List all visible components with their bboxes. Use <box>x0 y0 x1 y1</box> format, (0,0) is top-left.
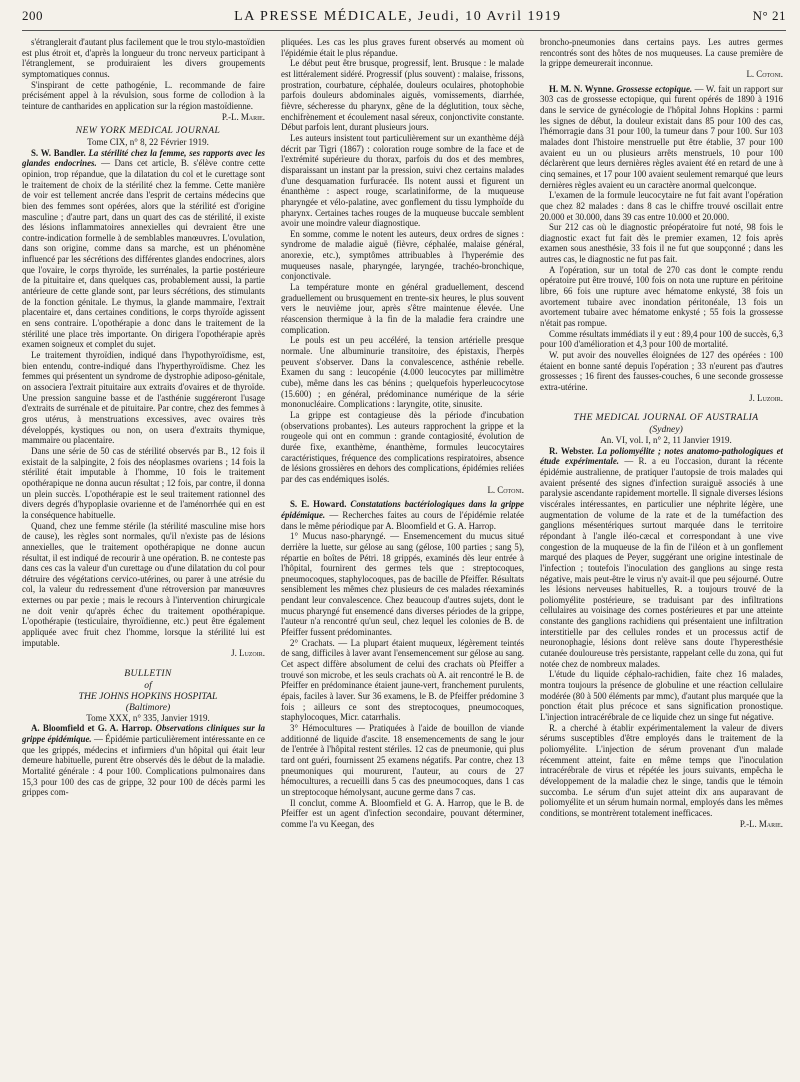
article-author: A. Bloomfield et G. A. Harrop. <box>31 723 153 734</box>
journal-heading-line: (Sydney) <box>649 423 683 435</box>
signature: P.-L. Marie. <box>739 818 783 829</box>
article-body: — W. fait un rapport sur 303 cas de grossesse ectopique, qui furent opérés de 1890 à 1916 dans le service de gynécologie de l'hôpital Johns Hopkins : parmi les signes de début, la douleur existait dans 85 pour 100 des cas, l'hémorragie dans 31 pour 100, la tumeur dans 7 pour 100. Sur 103 malades dont l'histoire menstruelle put être établie, 37 pour 100 avaient eu un ou plusieurs arrêts menstruels, 10 pour 100 déclarèrent que leurs dernières règles avaient été en retard de une à cinq semaines, et 17 pour 100 avaient seulement remarqué que leurs dernières règles avaient eu un caractère anormal quelconque. <box>540 83 783 190</box>
article <box>22 148 265 350</box>
paragraph: Quand, chez une femme stérile (la stérilité masculine mise hors de cause), les règles sont normales, qu'il n'existe pas de lésions annexielles, que le traitement opothérapique ne donne aucun résultat, il est indiqué de recourir à une opération. B. ne conteste pas dans ces cas la valeur d'un curettage ou d'une dilatation du col pour détruire des végétations cervico-utérines, ou parer à une atrésie du col, la valeur du redressement d'une rétroversion par manœuvres externes ou par pexie ; mais le recours à l'intervention chirurgicale ne doit venir qu'après échec du traitement opothérapique. L'opothérapie (testiculaire, thyroïdienne, etc.) peut être également appliquée avec fruit chez l'homme, lorsque la stérilité lui est imputable. <box>22 520 265 648</box>
paragraph: Il conclut, comme A. Bloomfield et G. A. Harrop, que le B. de Pfeiffer est un agent d'infection secondaire, pouvant déterminer, comme l'a vu Keegan, des <box>281 797 524 829</box>
column-2 <box>281 37 524 1079</box>
paragraph: broncho-pneumonies dans certains pays. Les autres germes rencontrés sont des hôtes de nos muqueuses. La cause première de la grippe demeurerait inconnue. <box>540 37 783 69</box>
paragraph: L'étude du liquide céphalo-rachidien, faite chez 16 malades, montra toujours la présence de globuline et une réaction cellulaire modérée (80 à 500 éléments par mmc), d'autant plus marquée que la ponction était plus précoce et sans signification pronostique. L'injection intracérébrale de ce liquide chez un singe fut négative. <box>540 669 783 723</box>
paragraph: Le pouls est un peu accéléré, la tension artérielle presque normale. Une albuminurie transitoire, des épistaxis, l'herpès peuvent s'observer. Dans la convalescence, asthénie rebelle. Examen du sang : leucopénie (4.000 leucocytes par millimètre cube), même dans les cas bénins ; quelquefois hyperleucocytose (15.600) ; en général, prédominance numérique de la série mononucléaire. Complications : laryngite, otite, sinusite. <box>281 335 524 410</box>
paragraph: W. put avoir des nouvelles éloignées de 127 des opérées : 100 étaient en bonne santé depuis l'opération ; 33 n'eurent pas d'autres grossesses ; 16 firent des fausses-couches, 6 une seconde grossesse extra-utérine. <box>540 350 783 392</box>
paragraph: Les auteurs insistent tout particulièrement sur un exanthème déjà décrit par Tigri (1867) : coloration rouge sombre de la face et de l'extrémité supérieure du thorax, parfois du dos et des membres, disparaissant un instant par la pression, suivi chez certains malades d'une desquamation furfuracée. Ils notent aussi et figurent un énanthème : aspect rouge, scarlatiniforme, de la muqueuse pharyngée et vélo-palatine, avec gonflement du tissu lymphoïde du pharynx. Certaines taches rouges de la muqueuse buccale semblent avoir une moindre valeur diagnostique. <box>281 132 524 229</box>
signature: L. Cotoni. <box>746 68 783 79</box>
article-body: — Recherches faites au cours de l'épidémie relatée dans le même périodique par A. Bloomfield et G. A. Harrop. <box>281 509 524 531</box>
journal-heading: BULLETIN <box>124 668 172 680</box>
column-1 <box>22 37 265 1079</box>
paragraph: Dans une série de 50 cas de stérilité observés par B., 12 fois il existait de la salpingite, 2 fois des néoplasmes ovariens ; 14 fois la stérilité était imputable à l'homme, 10 fois le traitement opothérapique ne donna aucun résultat ; 12 fois, par contre, il donna un plein succès. L'opothérapie est le seul traitement rationnel des divers degrés d'hypoplasie ovarienne et de l'aménorrhée qui en est la conséquence habituelle. <box>22 445 265 520</box>
page-header <box>22 8 786 31</box>
article-body: — R. a eu l'occasion, durant la récente épidémie australienne, de pratiquer l'autopsie de trois malades qui avaient présenté des signes d'infection suraiguë associés à une paralysie ascendante rapidement mortelle. Il signale diverses lésions viscérales intéressantes, en particulier une néphrite légère, une augmentation de volume de la rate et de la tuméfaction des ganglions mésentériques surtout marquée dans le territoire répondant à l'angle iléo-cæcal et correspondant à une vive congestion de la muqueuse de la fin de l'iléon et à un gonflement marqué des plaques de Peyer, suggérant une origine intestinale de l'infection ; toutefois l'inoculation des ganglions au singe resta négative, mais peut-être le virus n'y avait-il que peu séjourné. Outre les lésions nerveuses habituelles, R. a toujours trouvé de la poliomyélite postérieure, se traduisant par des infiltrations cellulaires au voisinage des cornes postérieures et par une atteinte constante des ganglions rachidiens qui présentaient une infiltration interstitielle par des cellules rondes et un processus actif de neuronophagie, lésions dont relève sans doute l'hyperesthésie cutanée douloureuse très persistante, rappelant celle du zona, qui fut notée chez de nombreux malades. <box>540 456 783 669</box>
article-title: Constatations bactériologiques dans la grippe épidémique. <box>281 499 524 520</box>
signature: J. Luzoir. <box>231 648 265 659</box>
article-title: La poliomyélite ; notes anatomo-pathologiques et étude expérimentale. <box>540 445 783 467</box>
journal-heading-line: THE JOHNS HOPKINS HOSPITAL <box>78 690 218 702</box>
article <box>281 499 524 531</box>
journal-issue-line: Tome CIX, n° 8, 22 Février 1919. <box>87 136 209 147</box>
journal-heading: NEW YORK MEDICAL JOURNAL <box>75 125 221 137</box>
paragraph: s'étranglerait d'autant plus facilement que le trou stylo-mastoïdien est plus étroit et, d'après la longueur du tronc nerveux participant à l'étranglement, se produiraient les divers groupements symptomatiques connus. <box>22 37 265 79</box>
paragraph: La température monte en général graduellement, descend graduellement ou brusquement en trente-six heures, le plus souvent vers le neuvième jour, après s'être maintenue élevée. Une réascension thermique à la fin de la maladie fera craindre une complication. <box>281 282 524 335</box>
paragraph: R. a cherché à établir expérimentalement la valeur de divers sérums susceptibles d'être employés dans le traitement de la poliomyélite. L'injection de sérum provenant d'un malade récemment atteint, faite en même temps que l'inoculation intracérébrale de virus et répétée les jours suivants, empêcha le développement de la maladie chez le singe, tandis que le témoin succomba. Le sérum d'un sujet atteint dix ans auparavant de poliomyélite et un sérum humain normal, employés dans les mêmes conditions, se montrèrent totalement inefficaces. <box>540 722 783 818</box>
journal-heading: THE MEDICAL JOURNAL OF AUSTRALIA <box>573 412 759 424</box>
paragraph: En somme, comme le notent les auteurs, deux ordres de signes : syndrome de maladie aiguë (fièvre, céphalée, malaise général, anorexie, etc.), symptômes attribuables à l'hyperémie des muqueuses nasale, pharyngée, laryngée, trachéo-bronchique, conjonctivale. <box>281 228 524 282</box>
paragraph: L'examen de la formule leucocytaire ne fut fait avant l'opération que chez 82 malades : dans 8 cas le chiffre trouvé oscillait entre 20.000 et 30.000, dans 39 cas entre 10.000 et 20.000. <box>540 190 783 222</box>
paragraph: Le traitement thyroïdien, indiqué dans l'hypothyroïdisme, est, bien entendu, contre-indiqué dans l'hyperthyroïdisme. Chez les femmes qui présentent un syndrome de dystrophie adiposo-génitale, on associera l'extrait pituitaire aux extraits d'ovaires et de thyroïde. Une pression sanguine basse et de l'asthénie suggéreront l'usage d'extraits de surrénale et de pituitaire. Par contre, chez des femmes à gros utérus, à menstruations excessives, avec ovaires très développés, kystiques ou non, on usera d'extraits thymique, mammaire ou placentaire. <box>22 350 265 446</box>
signature: P.-L. Marie. <box>221 111 265 122</box>
paragraph: La grippe est contagieuse dès la période d'incubation (observations probantes). Les auteurs rapprochent la grippe et la rougeole qui ont en commun : grande contagiosité, évolution de durée fixe, exanthème, énanthème, formules leucocytaires caractéristiques, fréquence des complications respiratoires, absence de lésions grossières en dehors des complications, épidémies reliées par des cas endémiques isolés. <box>281 409 524 484</box>
article-title: La stérilité chez la femme, ses rapports avec les glandes endocrines. <box>22 147 265 169</box>
paragraph: Comme résultats immédiats il y eut : 89,4 pour 100 de succès, 6,3 pour 100 d'amélioration et 4,3 pour 100 de mortalité. <box>540 328 783 350</box>
signature: L. Cotoni. <box>487 484 524 495</box>
article-author: S. W. Bandler. <box>31 147 86 158</box>
journal-issue-line: An. VI, vol. I, n° 2, 11 Janvier 1919. <box>600 434 732 445</box>
column-3 <box>540 37 783 1079</box>
article-title: Grossesse ectopique. <box>616 83 693 94</box>
article-author: R. Webster. <box>549 445 594 456</box>
article <box>540 446 783 670</box>
paragraph: A l'opération, sur un total de 270 cas dont le compte rendu opératoire put être trouvé, 100 fois on nota une rupture en péritoine libre, 66 fois une rupture avec hématome enkysté, 38 fois un avortement tubaire avec inondation péritonéale, 13 fois un avortement tubaire avec hématome enkysté ; 55 fois la grossesse n'était pas rompue. <box>540 264 783 329</box>
issue-number: N° 21 <box>752 8 786 23</box>
paragraph: Le début peut être brusque, progressif, lent. Brusque : le malade est littéralement sidéré. Progressif (plus souvent) : malaise, frissons, prostration, courbature, céphalée, douleurs oculaires, photophobie parfois douleurs abdominales aiguës, vomissements, diarrhée, fièvre, sécheresse du pharynx, gêne de la déglutition, toux sèche, enchifrènement et écoulement nasal séreux, conjonctivite constante. Début parfois lent, durant plusieurs jours. <box>281 58 524 133</box>
signature: J. Luzoir. <box>749 392 783 403</box>
journal-heading-line: (Baltimore) <box>125 701 171 713</box>
article-author: H. M. N. Wynne. <box>549 83 614 94</box>
page-number: 200 <box>22 8 43 23</box>
columns <box>22 37 786 1079</box>
paragraph: 1° Mucus naso-pharyngé. — Ensemencement du mucus situé derrière la luette, sur gélose au sang (gélose, 100 parties ; sang 5), répartie en boîtes de Pétri. 18 grippés, examinés dès leur entrée à l'hôpital, fournirent des germes tels que : streptocoques, pneumocoques, staphylocoques, pas de bacille de Pfeiffer. Résultats sensiblement les mêmes chez plusieurs de ces malades réexaminés pendant leur convalescence. Chez beaucoup d'autres sujets, dont le mucus pharyngé fut ensemencé dans diverses périodes de la grippe, l'auteur n'a rencontré qu'un seul, chez lequel les colonies de B. de Pfeiffer fussent prédominantes. <box>281 531 524 638</box>
journal-heading-line: of <box>144 679 152 691</box>
article <box>22 723 265 798</box>
journal-issue-line: Tome XXX, n° 335, Janvier 1919. <box>86 712 210 723</box>
paragraph: 3° Hémocultures — Pratiquées à l'aide de bouillon de viande additionné de liquide d'ascite. 18 ensemencements de sang le jour de l'entrée à l'hôpital restent stériles. 12 cas de pneumonie, qui plus tard ont guéri, fournissent 25 examens négatifs. Par contre, chez 13 pneumoniques qui moururent, l'auteur, au cours de 27 hémocultures, a recueilli dans 5 cas des pneumocoques, dans 1 cas un streptocoque hémolysant, aucune germe dans 7 cas. <box>281 723 524 797</box>
paragraph: 2° Crachats. — La plupart étaient muqueux, légèrement teintés de sang, difficiles à laver avant l'ensemencement sur gélose au sang. Cet aspect diffère absolument de celui des crachats où Pfeiffer a trouvé son microbe, et les seuls crachats où A. ait rencontré le B. de Pfeiffer en prédominance étaient jaune-vert, franchement purulents, épais, faciles à laver. Sur 36 examens, le B. de Pfeiffer prédomine 3 fois ; ailleurs ce sont des streptocoques, pneumocoques, staphylocoques, Micr. catarrhalis. <box>281 637 524 723</box>
article-body: — Dans cet article, B. s'élève contre cette opinion, trop répandue, que la dilatation du col et le curettage sont le traitement de choix de la stérilité chez la femme. Cette manière de voir est tellement ancrée dans l'esprit de certains médecins que bien des femmes sont opérées, alors que la stérilité est d'origine masculine ; d'autre part, dans un quart des cas de stérilité, il existe des lésions inflammatoires annexielles qui devraient être une contre-indication formelle à de semblables manœuvres. L'ovulation, dans son origine, comme dans sa marche, est un phénomène influencé par les sécrétions des différentes glandes endocrines, alors que l'ovaire, le corps thyroïde, les surrénales, la partie postérieure de la pituitaire et, dans quelques cas, probablement aussi, la partie antérieure de cette glande sont, par leurs sécrétions, des stimulants de la fonction génitale. Le thymus, la glande mammaire, l'extrait placentaire et, dans certaines conditions, le corps thyroïde agissent en sens contraire. L'opothérapie a donc dans le traitement de la stérilité une place très importante. On dirigera l'opothérapie après examen soigneux et complet du sujet. <box>22 158 265 350</box>
journal-title: LA PRESSE MÉDICALE, Jeudi, 10 Avril 1919 <box>234 9 562 24</box>
article <box>540 84 783 191</box>
article-body: — Épidémie particulièrement intéressante en ce que les grippés, médecins et infirmiers d'un hôpital qui était leur demeure habituelle, purent être observés dès le début de la maladie. Mortalité générale : 4 pour 100. Complications pulmonaires dans 15,3 pour 100 des cas de grippe, 32 pour 100 de décès parmi les grippes com- <box>22 734 265 798</box>
paragraph: pliquées. Les cas les plus graves furent observés au moment où l'épidémie était le plus répandue. <box>281 37 524 58</box>
article-title: Observations cliniques sur la grippe épidémique. <box>22 723 265 745</box>
article-author: S. E. Howard. <box>290 499 347 510</box>
paragraph: S'inspirant de cette pathogénie, L. recommande de faire précisément appel à la révulsion, sous forme de collodion à la teinture de cantharides en application sur la région mastoïdienne. <box>22 79 265 111</box>
paragraph: Sur 212 cas où le diagnostic préopératoire fut noté, 98 fois le diagnostic exact fut fait dès le premier examen, 12 fois après examen sous anesthésie, 33 fois il ne fut que soupçonné ; dans les autres cas, le diagnostic ne fut pas fait. <box>540 222 783 265</box>
